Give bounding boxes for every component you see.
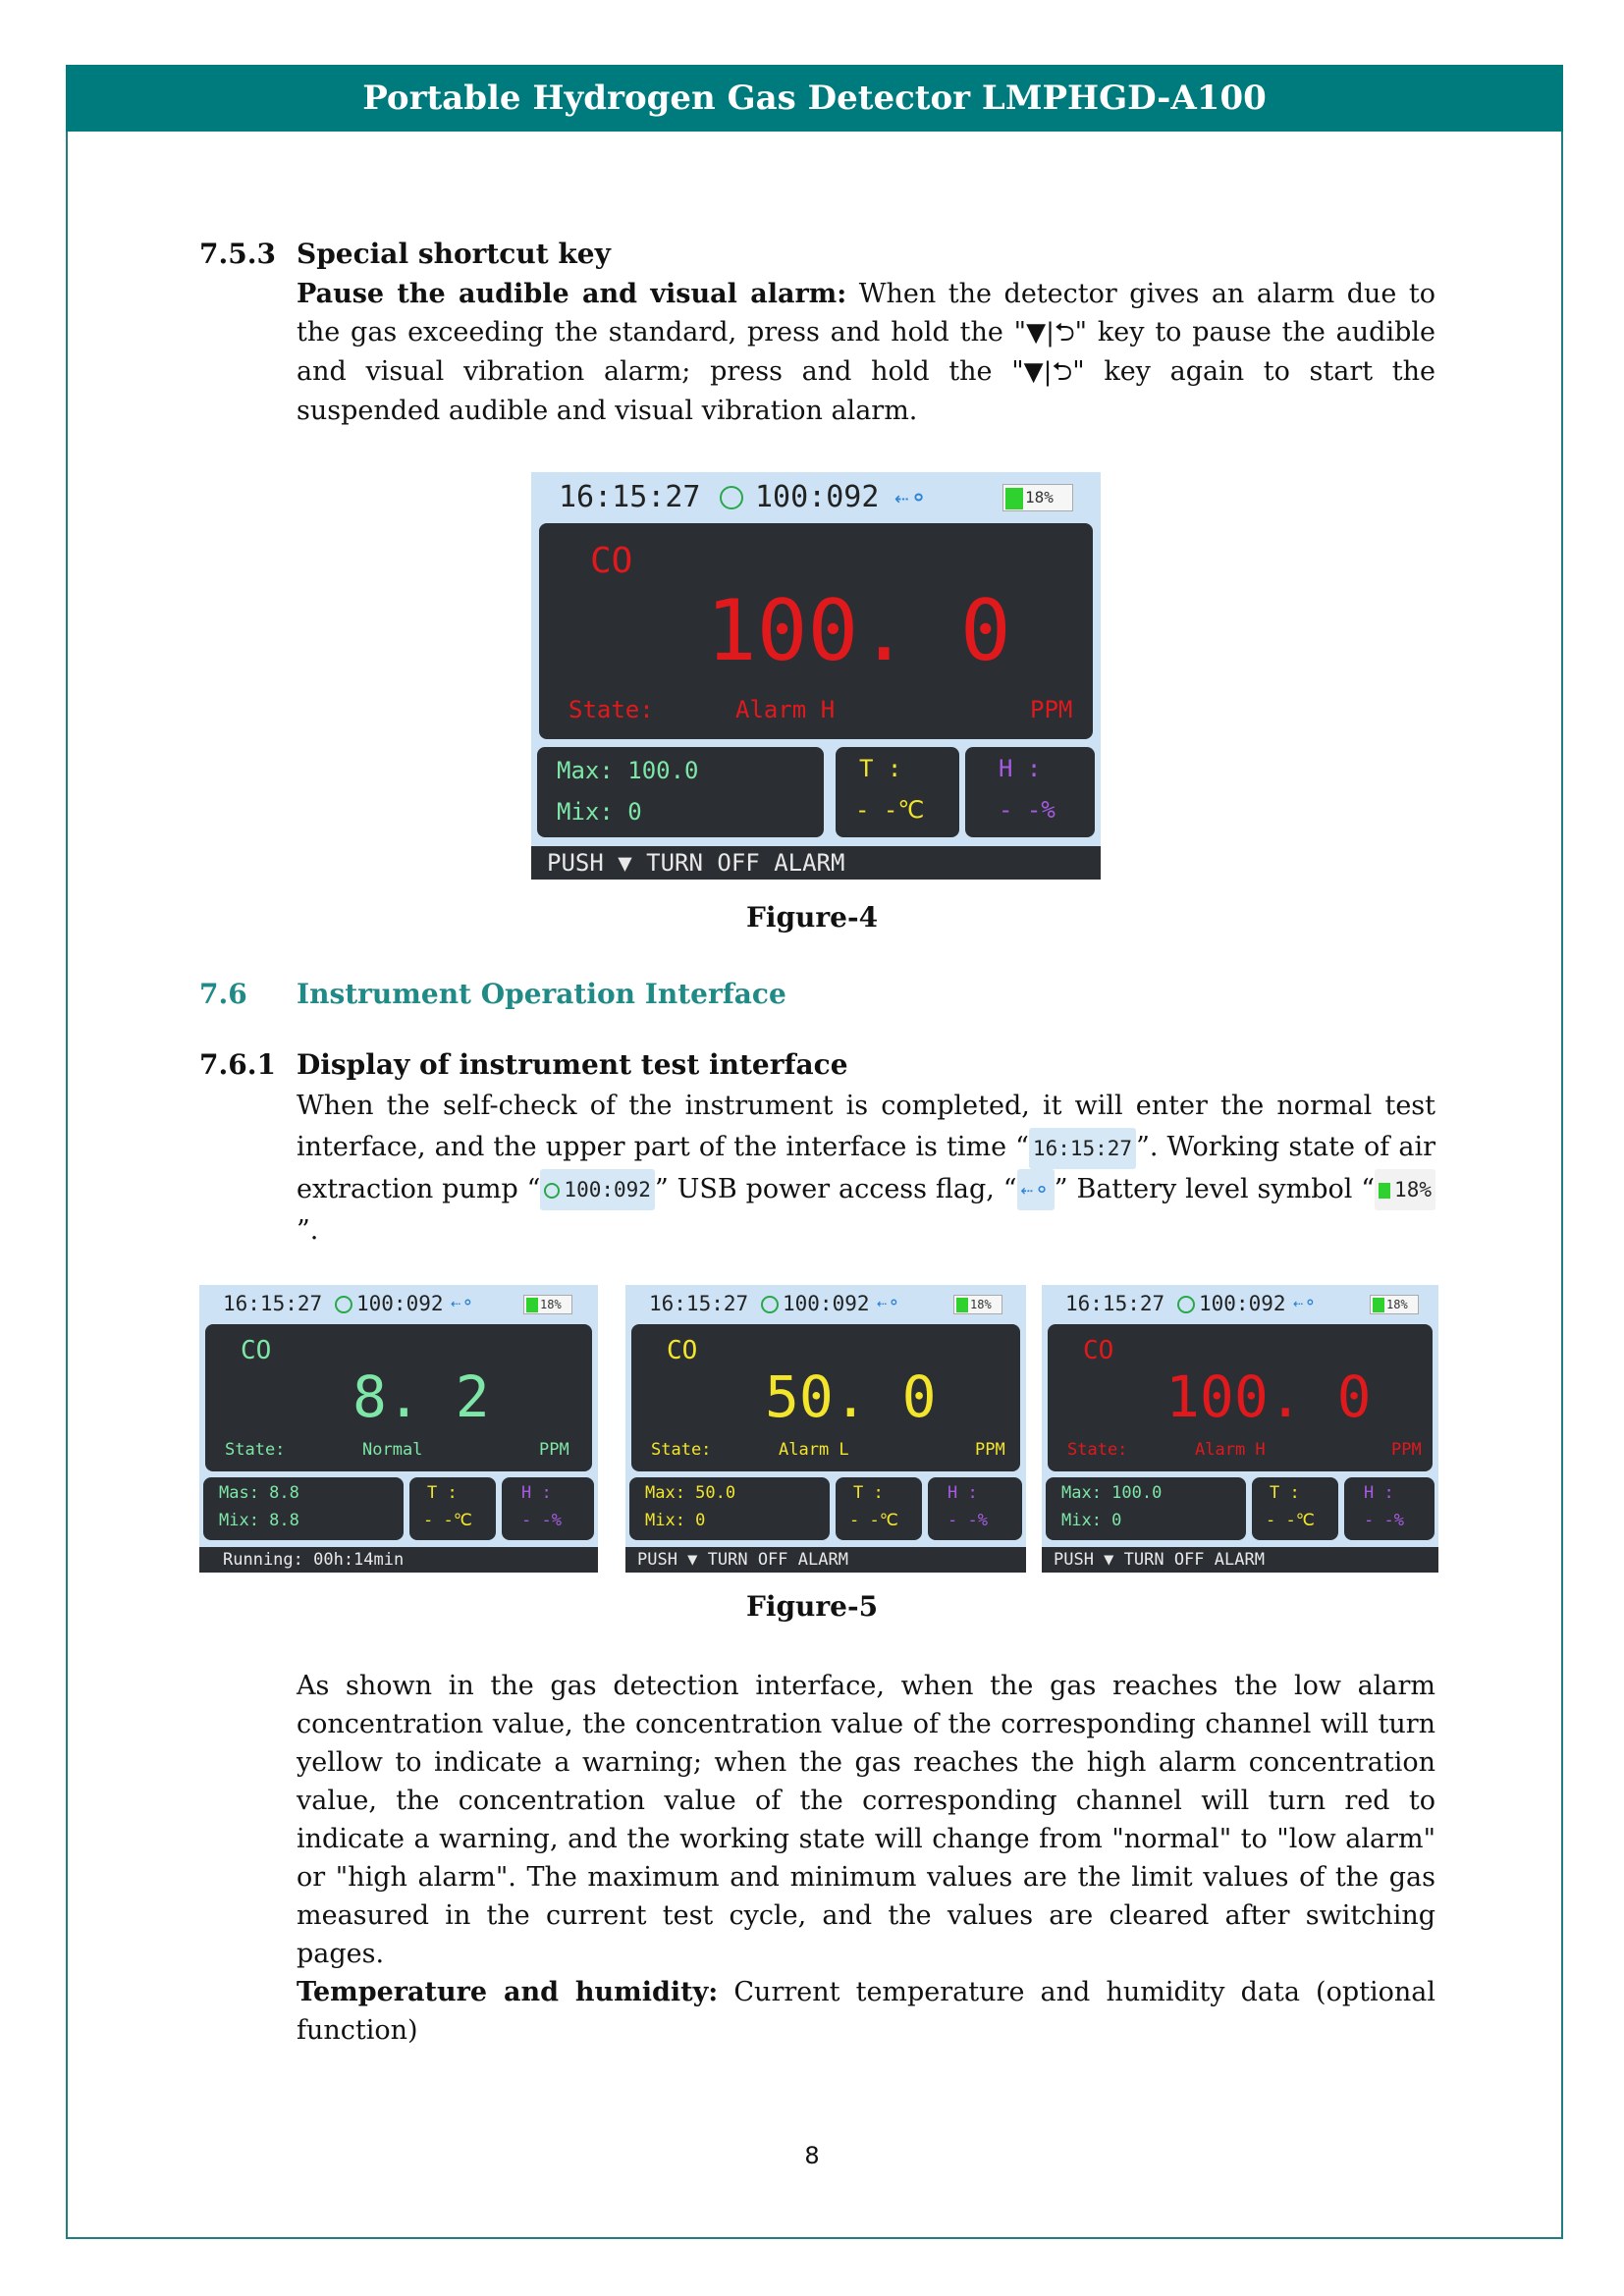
battery-chip-label: 18%	[1394, 1178, 1432, 1201]
figure4-pump: 100:092	[755, 480, 880, 514]
screen3-state: Alarm H	[1195, 1440, 1266, 1460]
screen1-unit: PPM	[539, 1440, 569, 1460]
figure4-battery-label: 18%	[1025, 488, 1054, 507]
screen2-time: 16:15:27	[649, 1292, 749, 1315]
screen2-t-value: - -℃	[849, 1511, 898, 1530]
screen1-t-value: - -℃	[423, 1511, 472, 1530]
figure4-value: 100. 0	[706, 582, 1011, 680]
screen2-h-label: H :	[947, 1483, 978, 1503]
shortcut-paragraph	[297, 275, 1435, 430]
figure4-battery	[1002, 484, 1073, 511]
pause-alarm-lead: Pause the audible and visual alarm:	[297, 279, 847, 309]
screen2-state: Alarm L	[779, 1440, 849, 1460]
usb-icon: ⇠⚬	[877, 1294, 901, 1313]
p1-text-d: ” Battery level symbol “	[1054, 1173, 1376, 1204]
screen3-h-value: - -%	[1364, 1511, 1404, 1530]
p1-text-a: When the self-check of the instrument is completed, it will enter the normal test interface, and the upper part of the interface is time “	[297, 1091, 1435, 1162]
screen2-t-label: T :	[853, 1483, 884, 1503]
figure4-max: Max: 100.0	[557, 757, 699, 784]
screen3-temp-box	[1252, 1477, 1338, 1540]
figure4-time: 16:15:27	[559, 480, 701, 514]
screen1-hum-box	[502, 1477, 594, 1540]
pump-chip	[540, 1169, 655, 1210]
screen2-temp-box	[836, 1477, 922, 1540]
screen3-maxmin-box	[1046, 1477, 1246, 1540]
screen2-min: Mix: 0	[645, 1511, 706, 1530]
temp-humidity-lead: Temperature and humidity:	[297, 1977, 719, 2007]
figure4-maxmin-box	[537, 747, 824, 837]
temp-humidity-paragraph	[297, 1973, 1435, 2050]
screen3-value: 100. 0	[1165, 1363, 1372, 1430]
screen2-battery	[953, 1295, 1002, 1314]
figure4-min: Mix: 0	[557, 798, 642, 826]
figure4-gas: CO	[590, 541, 633, 581]
section-number-7-5-3: 7.5.3	[199, 238, 276, 270]
page-number: 8	[804, 2142, 820, 2169]
figure5-caption: Figure-5	[745, 1590, 879, 1623]
screen2-battery-label: 18%	[970, 1298, 992, 1311]
figure4-state-label: State:	[568, 696, 654, 723]
figure4-screen	[531, 472, 1101, 880]
page-header: Portable Hydrogen Gas Detector LMPHGD-A100	[66, 65, 1563, 132]
screen1-pump: 100:092	[356, 1292, 444, 1315]
shortcut-text-a: When the detector gives an alarm due to the gas exceeding the standard, press and hold the "	[297, 279, 1435, 347]
figure4-hum-box	[965, 747, 1095, 837]
figure4-h-value: - -%	[999, 796, 1056, 824]
screen2-hum-box	[928, 1477, 1022, 1540]
figure5-screen-normal	[199, 1285, 598, 1573]
down-return-key-icon-2: ▼|⮌	[1023, 357, 1073, 387]
section-number-7-6-1: 7.6.1	[199, 1048, 276, 1081]
usb-icon: ⇠⚬	[1017, 1169, 1055, 1210]
figure4-caption: Figure-4	[745, 901, 879, 934]
p1-text-e: ”.	[297, 1215, 319, 1246]
battery-icon	[526, 1298, 538, 1312]
screen2-max: Max: 50.0	[645, 1483, 736, 1503]
section-title-7-6: Instrument Operation Interface	[297, 978, 786, 1010]
screen2-main-panel	[631, 1324, 1020, 1471]
screen1-time: 16:15:27	[223, 1292, 323, 1315]
shortcut-text-b: " key to pause the audible and visual vibration alarm; press and hold the "	[297, 317, 1435, 387]
figure4-footer: PUSH ▼ TURN OFF ALARM	[531, 846, 1101, 880]
screen2-state-label: State:	[651, 1440, 712, 1460]
screen3-main-panel	[1048, 1324, 1433, 1471]
usb-icon: ⇠⚬	[894, 484, 929, 511]
screen2-gas: CO	[667, 1336, 698, 1365]
figure4-temp-box	[836, 747, 959, 837]
screen2-unit: PPM	[975, 1440, 1005, 1460]
pump-icon	[720, 486, 743, 509]
section-title-7-5-3: Special shortcut key	[297, 238, 611, 270]
pump-icon	[335, 1296, 352, 1313]
usb-icon: ⇠⚬	[1293, 1294, 1318, 1313]
shortcut-text-c: " key again to start the suspended audible and visual vibration alarm.	[297, 356, 1436, 426]
screen1-temp-box	[409, 1477, 496, 1540]
section-number-7-6: 7.6	[199, 978, 247, 1010]
temp-humidity-text: Current temperature and humidity data (optional function)	[297, 1977, 1435, 2046]
time-chip: 16:15:27	[1029, 1128, 1136, 1169]
screen3-t-label: T :	[1270, 1483, 1300, 1503]
screen3-state-label: State:	[1067, 1440, 1128, 1460]
figure4-unit: PPM	[1030, 696, 1073, 723]
battery-icon	[1379, 1183, 1390, 1199]
screen1-state-label: State:	[225, 1440, 286, 1460]
test-interface-paragraph	[297, 1086, 1435, 1252]
screen1-max: Mas: 8.8	[219, 1483, 299, 1503]
battery-icon	[1005, 488, 1023, 509]
screen3-battery-label: 18%	[1386, 1298, 1408, 1311]
screen2-status-bar	[625, 1289, 1026, 1318]
screen3-min: Mix: 0	[1061, 1511, 1122, 1530]
screen3-t-value: - -℃	[1266, 1511, 1315, 1530]
screen1-h-label: H :	[521, 1483, 552, 1503]
p1-text-b: ”. Working state of air extraction pump “	[297, 1132, 1435, 1204]
figure4-t-value: - -℃	[855, 796, 925, 824]
screen3-max: Max: 100.0	[1061, 1483, 1163, 1503]
screen3-pump: 100:092	[1199, 1292, 1286, 1315]
screen3-unit: PPM	[1391, 1440, 1422, 1460]
screen2-maxmin-box	[629, 1477, 830, 1540]
pump-chip-label: 100:092	[564, 1178, 651, 1201]
p1-text-c: ” USB power access flag, “	[654, 1173, 1017, 1204]
screen3-time: 16:15:27	[1065, 1292, 1165, 1315]
screen1-main-panel	[205, 1324, 592, 1471]
screen3-status-bar	[1042, 1289, 1438, 1318]
screen1-h-value: - -%	[521, 1511, 562, 1530]
screen1-status-bar	[199, 1289, 598, 1318]
explanation-paragraph: As shown in the gas detection interface, when the gas reaches the low alarm concentration value, the concentration value of the corresponding channel will turn yellow to indicate a warning; when the gas reaches the high alarm concentration value, the concentration value of the corresponding channel will turn red to indicate a warning, and the working state will change from "normal" to "low alarm" or "high alarm". The maximum and minimum values are the limit values of the gas measured in the current test cycle, and the values are cleared after switching pages.	[297, 1671, 1435, 1969]
pump-icon	[544, 1183, 560, 1199]
screen3-battery	[1370, 1295, 1419, 1314]
screen1-state: Normal	[362, 1440, 423, 1460]
battery-chip	[1375, 1169, 1435, 1210]
screen2-value: 50. 0	[765, 1363, 937, 1430]
screen1-footer: Running: 00h:14min	[199, 1547, 598, 1573]
figure4-main-panel	[539, 523, 1093, 739]
battery-icon	[956, 1298, 968, 1312]
screen1-battery	[523, 1295, 572, 1314]
screen3-gas: CO	[1083, 1336, 1114, 1365]
figure4-state: Alarm H	[735, 696, 836, 723]
screen2-h-value: - -%	[947, 1511, 988, 1530]
screen2-footer: PUSH ▼ TURN OFF ALARM	[625, 1547, 1026, 1573]
figure5-screen-alarm-high	[1042, 1285, 1438, 1573]
figure4-h-label: H :	[999, 755, 1042, 782]
figure4-status-bar	[531, 478, 1101, 517]
battery-icon	[1373, 1298, 1384, 1312]
screen1-t-label: T :	[427, 1483, 458, 1503]
screen2-pump: 100:092	[783, 1292, 870, 1315]
down-return-key-icon: ▼|⮌	[1026, 318, 1075, 347]
usb-icon: ⇠⚬	[451, 1294, 475, 1313]
screen1-battery-label: 18%	[540, 1298, 562, 1311]
screen3-footer: PUSH ▼ TURN OFF ALARM	[1042, 1547, 1438, 1573]
screen1-maxmin-box	[203, 1477, 404, 1540]
screen1-gas: CO	[241, 1336, 272, 1365]
screen3-hum-box	[1344, 1477, 1435, 1540]
figure5-screen-alarm-low	[625, 1285, 1026, 1573]
section-title-7-6-1: Display of instrument test interface	[297, 1048, 848, 1081]
pump-icon	[761, 1296, 779, 1313]
screen1-min: Mix: 8.8	[219, 1511, 299, 1530]
screen3-h-label: H :	[1364, 1483, 1394, 1503]
screen1-value: 8. 2	[352, 1363, 490, 1430]
figure4-t-label: T :	[859, 755, 902, 782]
pump-icon	[1177, 1296, 1195, 1313]
